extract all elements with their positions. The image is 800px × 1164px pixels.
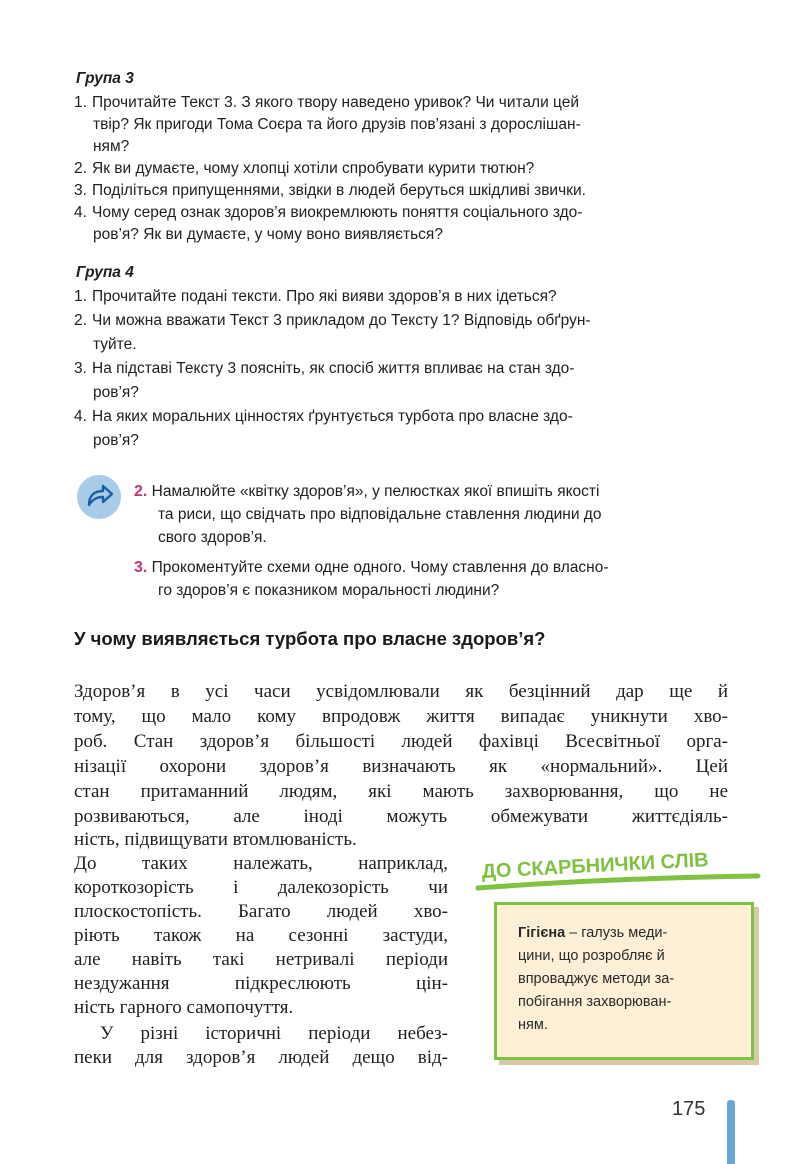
paragraph-line: У різні історичні періоди небез-: [100, 1023, 448, 1044]
task-text: Намалюйте «квітку здоров’я», у пелюстках якої впишіть якості: [151, 483, 600, 500]
paragraph-line: ність гарного самопочуття.: [74, 997, 294, 1018]
paragraph-line: стан притаманний людям, які мають захворювання, що не: [74, 781, 728, 802]
question-text: Чи можна вважати Текст 3 прикладом до Тексту 1? Відповідь обґрун-: [92, 312, 591, 329]
group-4-question-4: [74, 406, 728, 428]
task-3: [134, 556, 609, 579]
question-text: На підставі Тексту 3 поясніть, як спосіб життя впливає на стан здо-: [92, 360, 575, 377]
task-number: 2.: [134, 483, 148, 500]
page-edge-marker: [727, 1100, 735, 1164]
paragraph-line: але навіть такі нетривалі періоди: [74, 949, 448, 970]
share-arrow-icon: [77, 475, 121, 519]
paragraph-line: нездужання підкреслюють цін-: [74, 973, 448, 994]
question-text: Прочитайте Текст 3. З якого твору наведено уривок? Чи читали цей: [92, 94, 580, 111]
vocabulary-definition-line: ням.: [518, 1017, 548, 1033]
task-2: [134, 480, 599, 503]
paragraph-line: пеки для здоров’я людей дещо від-: [74, 1047, 448, 1068]
page-number: 175: [672, 1098, 706, 1120]
paragraph-line: роб. Стан здоров’я більшості людей фахівці Всесвітньої орга-: [74, 731, 728, 752]
paragraph-line: плоскостопість. Багато людей хво-: [74, 901, 448, 922]
question-continuation: твір? Як пригоди Тома Соєра та його друзів пов’язані з дорослішан-: [93, 116, 581, 133]
task-continuation: та риси, що свідчать про відповідальне ставлення людини до: [158, 506, 602, 523]
question-number: 1.: [74, 288, 87, 305]
question-text: Як ви думаєте, чому хлопці хотіли спробувати курити тютюн?: [92, 160, 535, 177]
vocabulary-definition-line: впроваджує методи за-: [518, 971, 675, 987]
question-number: 2.: [74, 312, 87, 329]
question-number: 3.: [74, 360, 87, 377]
vocabulary-definition: – галузь меди-: [565, 925, 668, 941]
paragraph-line: Здоров’я в усі часи усвідомлювали як безцінний дар ще й: [74, 681, 728, 702]
question-number: 2.: [74, 160, 87, 177]
group-4-question-2: [74, 310, 728, 332]
task-continuation: го здоров’я є показником моральності людини?: [158, 582, 500, 599]
question-continuation: туйте.: [93, 336, 137, 353]
vocabulary-definition-line: [518, 922, 667, 945]
vocabulary-definition-line: побігання захворюван-: [518, 994, 672, 1010]
question-continuation: ров’я?: [93, 432, 139, 449]
task-text: Прокоментуйте схеми одне одного. Чому ставлення до власно-: [151, 559, 609, 576]
vocabulary-box-title: [474, 848, 764, 892]
question-number: 3.: [74, 182, 87, 199]
question-continuation: ров’я? Як ви думаєте, у чому воно виявляється?: [93, 226, 443, 243]
question-text: Чому серед ознак здоров’я виокремлюють поняття соціального здо-: [92, 204, 583, 221]
group-3-title: Група 3: [76, 70, 134, 87]
group-4-question-1: [74, 286, 728, 308]
question-text: На яких моральних цінностях ґрунтується турбота про власне здо-: [92, 408, 573, 425]
question-continuation: ням?: [93, 138, 130, 155]
paragraph-line: тому, що мало кому впродовж життя випадає уникнути хво-: [74, 706, 728, 727]
paragraph-line: До таких належать, наприклад,: [74, 853, 448, 874]
group-3-question-1: [74, 92, 728, 114]
group-3-question-3: [74, 180, 728, 202]
section-heading: У чому виявляється турбота про власне здоров’я?: [74, 628, 546, 649]
paragraph-line: нізації охорони здоров’я визначають як «нормальний». Цей: [74, 756, 728, 777]
task-continuation: свого здоров’я.: [158, 529, 267, 546]
question-continuation: ров’я?: [93, 384, 139, 401]
question-number: 4.: [74, 408, 87, 425]
paragraph-line: ріють також на сезонні застуди,: [74, 925, 448, 946]
vocabulary-definition-line: цини, що розробляє й: [518, 948, 665, 964]
vocabulary-term: Гігієна: [518, 925, 566, 941]
group-3-question-4: [74, 202, 728, 224]
paragraph-line: розвиваються, але іноді можуть обмежувати життєдіяль-: [74, 806, 728, 827]
vocabulary-title-text: ДО СКАРБНИЧКИ СЛІВ: [481, 849, 710, 883]
question-number: 1.: [74, 94, 87, 111]
task-number: 3.: [134, 559, 148, 576]
group-4-question-3: [74, 358, 728, 380]
paragraph-line: ність, підвищувати втомлюваність.: [74, 829, 357, 850]
group-4-title: Група 4: [76, 264, 134, 281]
question-text: Поділіться припущеннями, звідки в людей беруться шкідливі звички.: [92, 182, 586, 199]
group-3-question-2: [74, 158, 728, 180]
paragraph-line: короткозорість і далекозорість чи: [74, 877, 448, 898]
question-text: Прочитайте подані тексти. Про які вияви здоров’я в них ідеться?: [92, 288, 557, 305]
question-number: 4.: [74, 204, 87, 221]
